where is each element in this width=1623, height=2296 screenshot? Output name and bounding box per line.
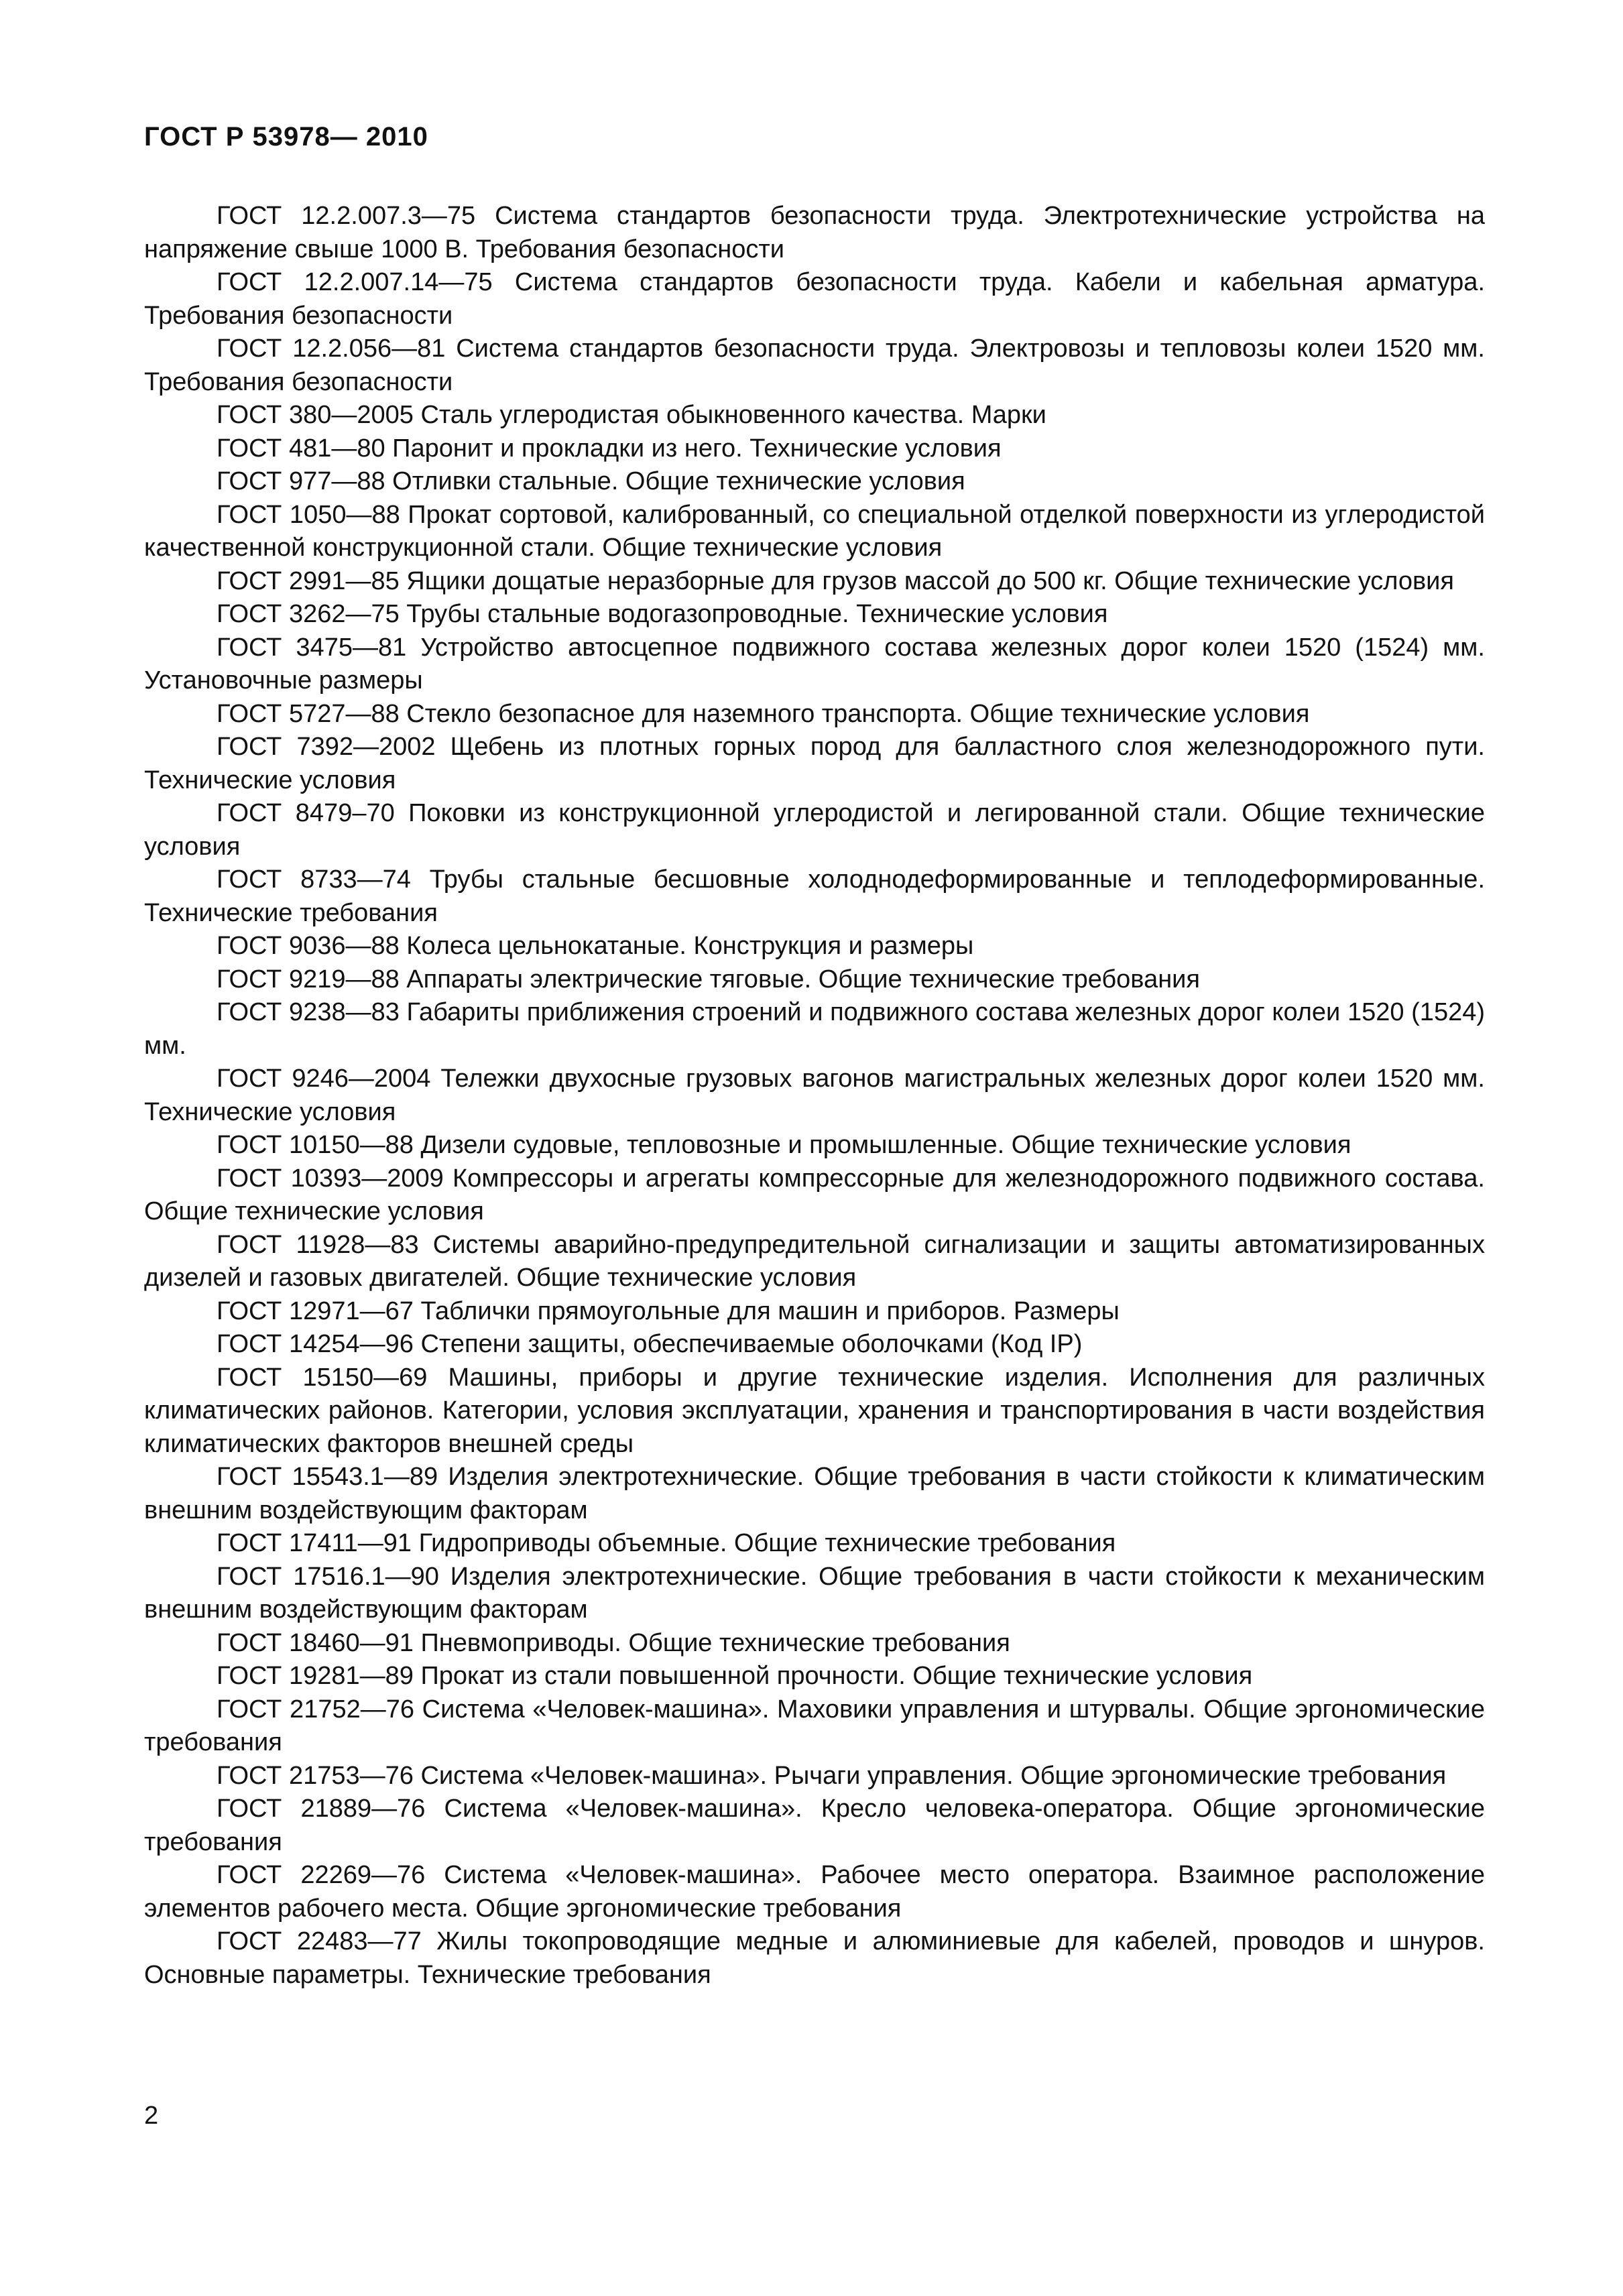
- reference-entry: ГОСТ 17411—91 Гидроприводы объемные. Общие технические требования: [217, 1529, 1116, 1557]
- reference-entry: ГОСТ 21889—76 Система «Человек-машина». Кресло человека-оператора. Общие эргономические требования: [144, 1795, 1485, 1856]
- reference-entry: ГОСТ 8479–70 Поковки из конструкционной углеродистой и легированной стали. Общие технические условия: [144, 799, 1485, 861]
- reference-entry: ГОСТ 12.2.007.14—75 Система стандартов безопасности труда. Кабели и кабельная арматура. Требования безопасности: [144, 268, 1485, 330]
- reference-entry: ГОСТ 21752—76 Система «Человек-машина». Маховики управления и штурвалы. Общие эргономические требования: [144, 1695, 1485, 1756]
- reference-entry: ГОСТ 481—80 Паронит и прокладки из него. Технические условия: [217, 434, 1002, 463]
- reference-entry: ГОСТ 15150—69 Машины, приборы и другие технические изделия. Исполнения для различных климатических районов. Категории, условия эксплуатации, хранения и транспортирования в части воздействия климатических факторов внешней среды: [144, 1363, 1485, 1458]
- reference-entry: ГОСТ 9238—83 Габариты приближения строений и подвижного состава железных дорог колеи 1520 (1524) мм.: [144, 998, 1485, 1060]
- page-number: 2: [144, 2102, 159, 2130]
- reference-entry: ГОСТ 7392—2002 Щебень из плотных горных пород для балластного слоя железнодорожного пути. Технические условия: [144, 733, 1485, 794]
- reference-entry: ГОСТ 3262—75 Трубы стальные водогазопроводные. Технические условия: [217, 600, 1108, 628]
- reference-entry: ГОСТ 1050—88 Прокат сортовой, калиброванный, со специальной отделкой поверхности из углеродистой качественной конструкционной стали. Общие технические условия: [144, 500, 1485, 562]
- reference-entry: ГОСТ 12971—67 Таблички прямоугольные для машин и приборов. Размеры: [217, 1296, 1120, 1325]
- reference-entry: ГОСТ 9036—88 Колеса цельнокатаные. Конструкция и размеры: [217, 932, 974, 960]
- reference-entry: ГОСТ 17516.1—90 Изделия электротехнические. Общие требования в части стойкости к механическим внешним воздействующим факторам: [144, 1562, 1485, 1624]
- reference-entry: ГОСТ 10150—88 Дизели судовые, тепловозные и промышленные. Общие технические условия: [217, 1131, 1351, 1159]
- reference-entry: ГОСТ 977—88 Отливки стальные. Общие технические условия: [217, 467, 965, 495]
- normative-references-list: [144, 200, 1485, 1992]
- reference-entry: ГОСТ 15543.1—89 Изделия электротехнические. Общие требования в части стойкости к климатическим внешним воздействующим факторам: [144, 1463, 1485, 1524]
- reference-entry: ГОСТ 9246—2004 Тележки двухосные грузовых вагонов магистральных железных дорог колеи 1520 мм. Технические условия: [144, 1065, 1485, 1126]
- reference-entry: ГОСТ 8733—74 Трубы стальные бесшовные холоднодеформированные и теплодеформированные. Технические требования: [144, 865, 1485, 927]
- reference-entry: ГОСТ 21753—76 Система «Человек-машина». Рычаги управления. Общие эргономические требования: [217, 1761, 1447, 1790]
- reference-entry: ГОСТ 14254—96 Степени защиты, обеспечиваемые оболочками (Код IP): [217, 1330, 1083, 1358]
- reference-entry: ГОСТ 3475—81 Устройство автосцепное подвижного состава железных дорог колеи 1520 (1524) мм. Установочные размеры: [144, 633, 1485, 694]
- reference-entry: ГОСТ 11928—83 Системы аварийно-предупредительной сигнализации и защиты автоматизированных дизелей и газовых двигателей. Общие технические условия: [144, 1230, 1485, 1292]
- reference-entry: ГОСТ 22269—76 Система «Человек-машина». Рабочее место оператора. Взаимное расположение элементов рабочего места. Общие эргономические требования: [144, 1861, 1485, 1923]
- reference-entry: ГОСТ 10393—2009 Компрессоры и агрегаты компрессорные для железнодорожного подвижного состава. Общие технические условия: [144, 1164, 1485, 1225]
- reference-entry: ГОСТ 22483—77 Жилы токопроводящие медные и алюминиевые для кабелей, проводов и шнуров. Основные параметры. Технические требования: [144, 1927, 1485, 1989]
- reference-entry: ГОСТ 380—2005 Сталь углеродистая обыкновенного качества. Марки: [217, 401, 1046, 429]
- reference-entry: ГОСТ 5727—88 Стекло безопасное для наземного транспорта. Общие технические условия: [217, 699, 1310, 728]
- document-header: ГОСТ Р 53978— 2010: [144, 122, 428, 152]
- reference-entry: ГОСТ 18460—91 Пневмоприводы. Общие технические требования: [217, 1628, 1010, 1657]
- reference-entry: ГОСТ 9219—88 Аппараты электрические тяговые. Общие технические требования: [217, 965, 1200, 993]
- reference-entry: ГОСТ 12.2.056—81 Система стандартов безопасности труда. Электровозы и тепловозы колеи 1520 мм. Требования безопасности: [144, 335, 1485, 396]
- reference-entry: ГОСТ 12.2.007.3—75 Система стандартов безопасности труда. Электротехнические устройства на напряжение свыше 1000 В. Требования безопасности: [144, 202, 1485, 263]
- reference-entry: ГОСТ 2991—85 Ящики дощатые неразборные для грузов массой до 500 кг. Общие технические условия: [217, 566, 1454, 595]
- reference-entry: ГОСТ 19281—89 Прокат из стали повышенной прочности. Общие технические условия: [217, 1662, 1253, 1690]
